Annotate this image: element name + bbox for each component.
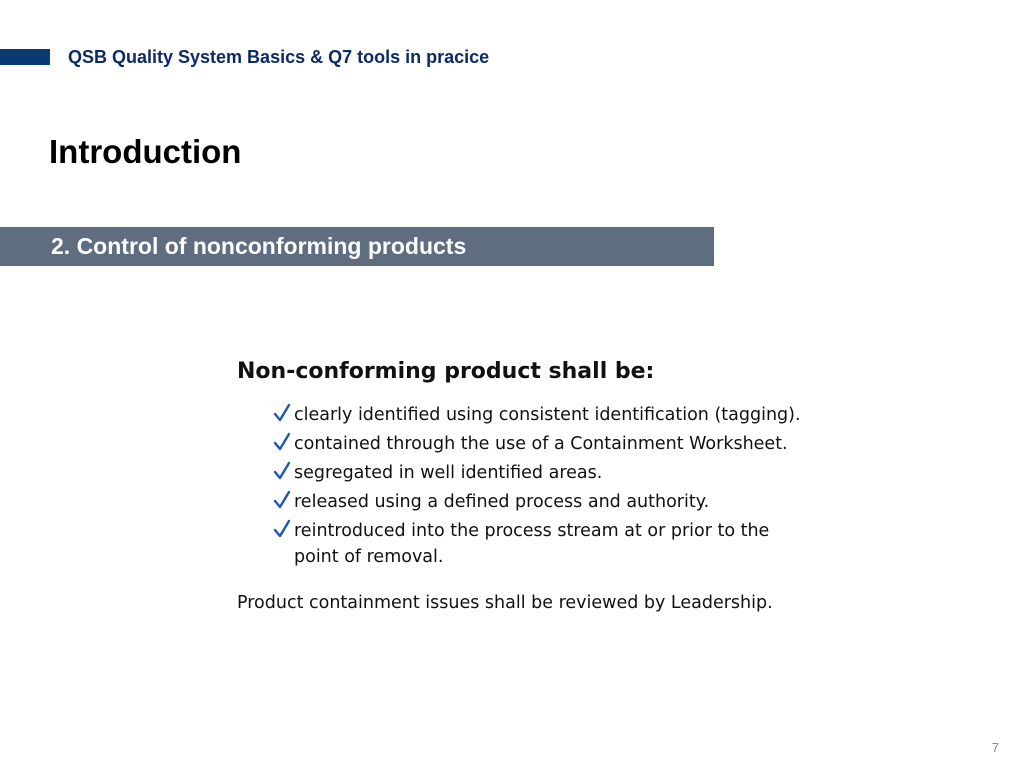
closing-statement: Product containment issues shall be reviewed by Leadership. — [237, 593, 773, 613]
list-item — [273, 460, 857, 486]
check-icon — [273, 402, 291, 424]
header-accent-bar — [0, 49, 50, 65]
list-item-text: reintroduced into the process stream at or prior to the point of removal. — [294, 521, 770, 567]
section-label: 2. Control of nonconforming products — [51, 233, 467, 259]
content-heading: Non-conforming product shall be: — [237, 359, 655, 384]
check-icon — [273, 460, 291, 482]
list-item-text: clearly identified using consistent identification (tagging). — [294, 405, 801, 425]
section-band — [0, 227, 714, 266]
page-number: 7 — [991, 740, 999, 755]
check-icon — [273, 489, 291, 511]
list-item — [273, 431, 857, 457]
list-item — [273, 518, 774, 570]
list-item-text: segregated in well identified areas. — [294, 463, 603, 483]
header-title: QSB Quality System Basics & Q7 tools in pracice — [68, 47, 490, 67]
check-icon — [273, 518, 291, 540]
list-item-text: contained through the use of a Containment Worksheet. — [294, 434, 788, 454]
list-item — [273, 489, 857, 515]
requirements-list — [237, 402, 857, 570]
check-icon — [273, 431, 291, 453]
list-item-text: released using a defined process and authority. — [294, 492, 710, 512]
page-title: Introduction — [49, 133, 242, 170]
list-item — [273, 402, 857, 428]
content-block — [237, 356, 857, 616]
